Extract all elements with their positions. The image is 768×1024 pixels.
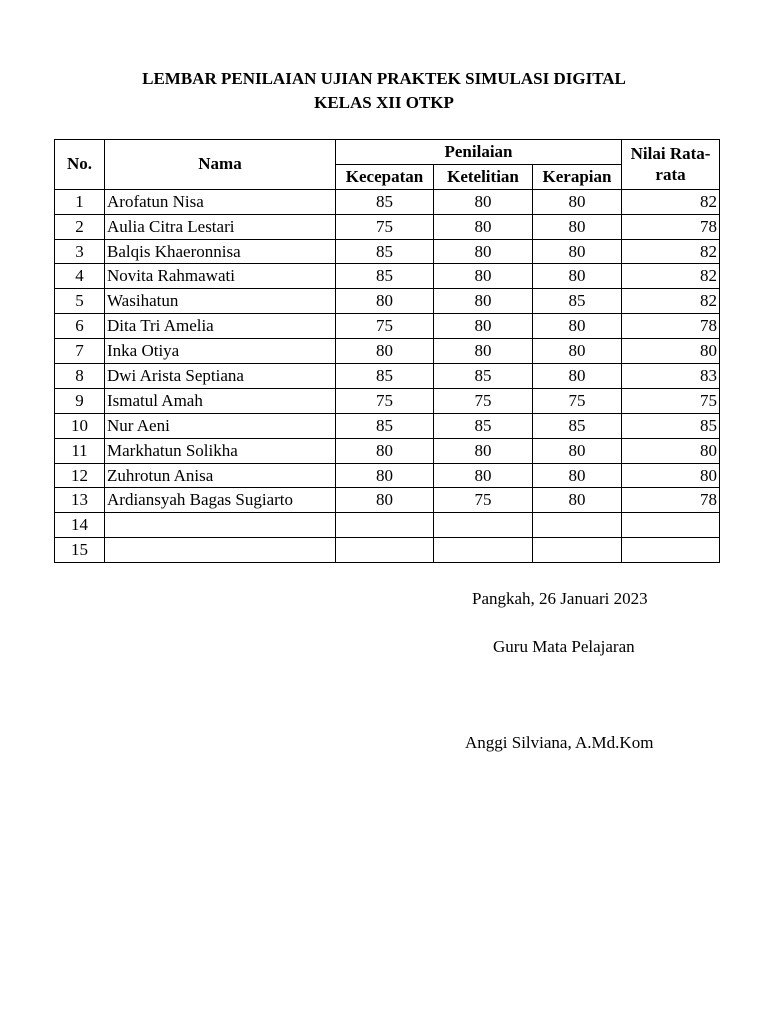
cell-nama: Inka Otiya: [105, 339, 336, 364]
header-ketelitian: Ketelitian: [434, 164, 533, 189]
header-no: No.: [55, 140, 105, 190]
cell-nilai-rata-rata: 78: [622, 488, 720, 513]
cell-no: 11: [55, 438, 105, 463]
cell-ketelitian: 80: [434, 314, 533, 339]
cell-kerapian: 85: [533, 413, 622, 438]
table-row: [55, 488, 720, 513]
table-row: [55, 214, 720, 239]
cell-kecepatan: 75: [336, 214, 434, 239]
cell-nilai-rata-rata: 85: [622, 413, 720, 438]
cell-kerapian: 80: [533, 214, 622, 239]
cell-nama: Aulia Citra Lestari: [105, 214, 336, 239]
cell-kerapian: 80: [533, 463, 622, 488]
cell-kerapian: 80: [533, 239, 622, 264]
cell-no: 10: [55, 413, 105, 438]
cell-kerapian: 80: [533, 488, 622, 513]
cell-nilai-rata-rata: 75: [622, 388, 720, 413]
table-row: [55, 388, 720, 413]
cell-kecepatan: 75: [336, 314, 434, 339]
cell-nilai-rata-rata: [622, 513, 720, 538]
document-subtitle: KELAS XII OTKP: [314, 93, 454, 112]
cell-nama: Ardiansyah Bagas Sugiarto: [105, 488, 336, 513]
cell-nama: [105, 513, 336, 538]
document-title: LEMBAR PENILAIAN UJIAN PRAKTEK SIMULASI DIGITAL: [142, 69, 626, 88]
signature-name: Anggi Silviana, A.Md.Kom: [465, 733, 654, 752]
table-row: [55, 339, 720, 364]
cell-nilai-rata-rata: 78: [622, 214, 720, 239]
table-row: [55, 264, 720, 289]
cell-nilai-rata-rata: 82: [622, 264, 720, 289]
cell-ketelitian: 80: [434, 214, 533, 239]
cell-ketelitian: 85: [434, 364, 533, 389]
cell-no: 9: [55, 388, 105, 413]
cell-no: 15: [55, 538, 105, 563]
cell-kerapian: 80: [533, 364, 622, 389]
cell-nilai-rata-rata: 78: [622, 314, 720, 339]
cell-kerapian: 80: [533, 438, 622, 463]
cell-ketelitian: 80: [434, 463, 533, 488]
cell-no: 4: [55, 264, 105, 289]
cell-kerapian: 80: [533, 339, 622, 364]
cell-nama: Markhatun Solikha: [105, 438, 336, 463]
cell-nama: Ismatul Amah: [105, 388, 336, 413]
cell-nama: Novita Rahmawati: [105, 264, 336, 289]
cell-no: 2: [55, 214, 105, 239]
table-row: [55, 538, 720, 563]
cell-nama: Arofatun Nisa: [105, 189, 336, 214]
cell-ketelitian: [434, 513, 533, 538]
cell-kecepatan: [336, 538, 434, 563]
cell-nilai-rata-rata: 82: [622, 189, 720, 214]
cell-ketelitian: 80: [434, 289, 533, 314]
cell-nilai-rata-rata: 80: [622, 339, 720, 364]
signature-role: Guru Mata Pelajaran: [493, 637, 635, 656]
cell-kerapian: 80: [533, 189, 622, 214]
cell-kecepatan: 80: [336, 488, 434, 513]
cell-kecepatan: 85: [336, 413, 434, 438]
cell-nama: Wasihatun: [105, 289, 336, 314]
grade-table: [54, 139, 720, 563]
cell-no: 12: [55, 463, 105, 488]
cell-kecepatan: 75: [336, 388, 434, 413]
cell-kerapian: [533, 538, 622, 563]
cell-no: 13: [55, 488, 105, 513]
cell-no: 6: [55, 314, 105, 339]
cell-kerapian: 75: [533, 388, 622, 413]
cell-kecepatan: 85: [336, 364, 434, 389]
cell-no: 5: [55, 289, 105, 314]
table-row: [55, 513, 720, 538]
cell-nilai-rata-rata: [622, 538, 720, 563]
cell-kerapian: 80: [533, 314, 622, 339]
cell-nilai-rata-rata: 80: [622, 438, 720, 463]
signature-place-date: Pangkah, 26 Januari 2023: [472, 589, 648, 608]
cell-nilai-rata-rata: 80: [622, 463, 720, 488]
cell-no: 1: [55, 189, 105, 214]
cell-kecepatan: 85: [336, 189, 434, 214]
cell-ketelitian: 80: [434, 189, 533, 214]
cell-nama: Balqis Khaeronnisa: [105, 239, 336, 264]
cell-no: 14: [55, 513, 105, 538]
cell-kecepatan: 80: [336, 463, 434, 488]
header-nilai-rata-rata: Nilai Rata-rata: [622, 140, 720, 190]
table-row: [55, 239, 720, 264]
cell-no: 8: [55, 364, 105, 389]
table-row: [55, 314, 720, 339]
cell-ketelitian: [434, 538, 533, 563]
table-row: [55, 189, 720, 214]
table-row: [55, 289, 720, 314]
cell-no: 7: [55, 339, 105, 364]
cell-nilai-rata-rata: 83: [622, 364, 720, 389]
cell-kecepatan: 80: [336, 339, 434, 364]
cell-ketelitian: 80: [434, 264, 533, 289]
cell-nama: Dwi Arista Septiana: [105, 364, 336, 389]
cell-nama: [105, 538, 336, 563]
cell-kecepatan: [336, 513, 434, 538]
cell-kecepatan: 85: [336, 239, 434, 264]
table-row: [55, 438, 720, 463]
cell-ketelitian: 75: [434, 388, 533, 413]
cell-no: 3: [55, 239, 105, 264]
cell-kerapian: [533, 513, 622, 538]
header-kecepatan: Kecepatan: [336, 164, 434, 189]
cell-ketelitian: 85: [434, 413, 533, 438]
cell-kecepatan: 80: [336, 289, 434, 314]
cell-nama: Nur Aeni: [105, 413, 336, 438]
cell-ketelitian: 80: [434, 239, 533, 264]
cell-kerapian: 85: [533, 289, 622, 314]
cell-ketelitian: 80: [434, 339, 533, 364]
cell-kerapian: 80: [533, 264, 622, 289]
cell-kecepatan: 80: [336, 438, 434, 463]
cell-ketelitian: 75: [434, 488, 533, 513]
cell-nilai-rata-rata: 82: [622, 289, 720, 314]
table-row: [55, 463, 720, 488]
cell-kecepatan: 85: [336, 264, 434, 289]
header-penilaian: Penilaian: [336, 140, 622, 165]
header-nama: Nama: [105, 140, 336, 190]
header-kerapian: Kerapian: [533, 164, 622, 189]
cell-nama: Dita Tri Amelia: [105, 314, 336, 339]
table-row: [55, 364, 720, 389]
cell-nama: Zuhrotun Anisa: [105, 463, 336, 488]
cell-ketelitian: 80: [434, 438, 533, 463]
table-row: [55, 413, 720, 438]
cell-nilai-rata-rata: 82: [622, 239, 720, 264]
